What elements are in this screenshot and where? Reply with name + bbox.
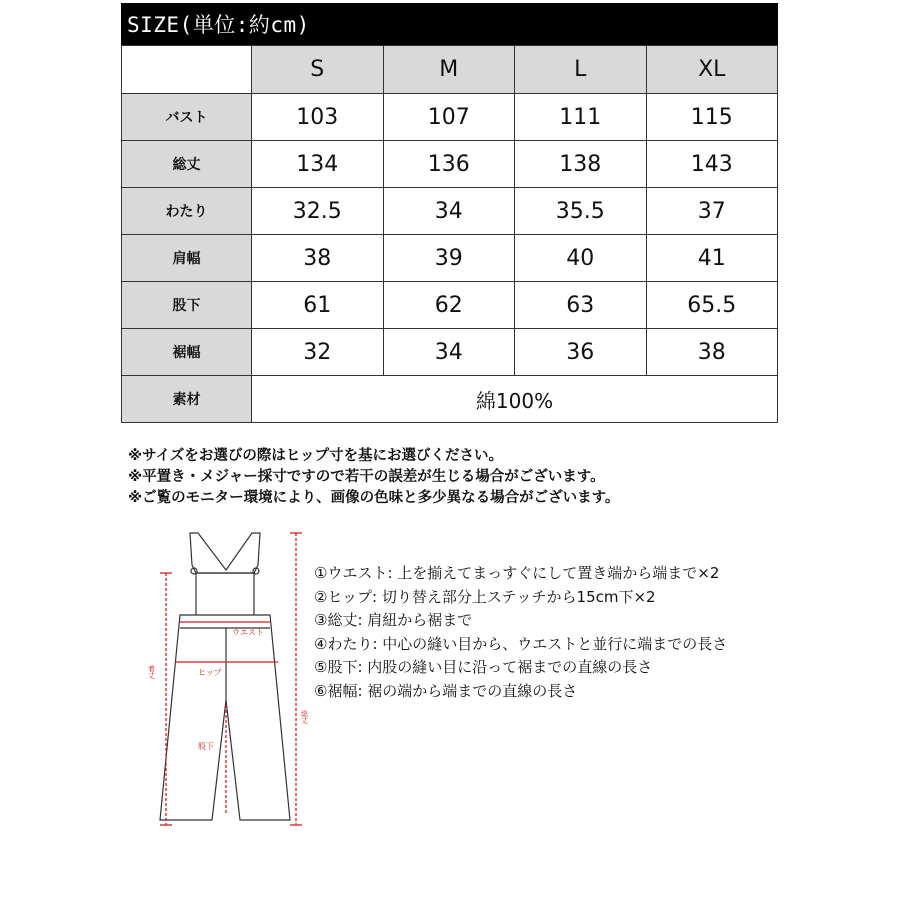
size-header-xl: XL	[646, 46, 778, 94]
table-row	[122, 94, 778, 141]
row-label: 素材	[122, 376, 252, 423]
note-line: ※ご覧のモニター環境により、画像の色味と多少異なる場合がございます。	[128, 490, 620, 506]
size-table	[121, 45, 778, 423]
row-label: 裾幅	[122, 329, 252, 376]
legend-item: ③総丈: 肩紐から裾まで	[314, 611, 473, 629]
table-cell: 143	[646, 141, 778, 188]
legend-item: ⑤股下: 内股の縫い目に沿って裾までの直線の長さ	[314, 658, 653, 676]
table-cell: 39	[383, 235, 515, 282]
legend-item: ②ヒップ: 切り替え部分上ステッチから15cm下×2	[314, 587, 656, 606]
row-label: 総丈	[122, 141, 252, 188]
size-header-l: L	[515, 46, 647, 94]
row-label: わたり	[122, 188, 252, 235]
legend-item: ⑥裾幅: 裾の端から端までの直線の長さ	[314, 681, 578, 700]
table-cell: 35.5	[515, 188, 647, 235]
notes	[128, 446, 619, 509]
table-cell: 38	[252, 235, 384, 282]
waist-label: ウエスト	[232, 628, 264, 637]
table-cell: 34	[383, 188, 515, 235]
table-cell: 103	[252, 94, 384, 141]
table-cell: 136	[383, 141, 515, 188]
row-label: 肩幅	[122, 235, 252, 282]
length-label-right: 総丈	[300, 710, 308, 724]
table-cell: 63	[515, 282, 647, 329]
table-cell: 41	[646, 235, 778, 282]
table-cell: 65.5	[646, 282, 778, 329]
table-cell: 62	[383, 282, 515, 329]
table-cell: 134	[252, 141, 384, 188]
legend-item: ①ウエスト: 上を揃えてまっすぐにして置き端から端まで×2	[314, 564, 720, 582]
table-cell: 61	[252, 282, 384, 329]
material-row	[122, 376, 778, 423]
table-row	[122, 188, 778, 235]
table-corner-cell	[122, 46, 252, 94]
overalls-diagram	[130, 525, 310, 830]
table-cell: 111	[515, 94, 647, 141]
row-label: バスト	[122, 94, 252, 141]
size-header-s: S	[252, 46, 384, 94]
table-row	[122, 282, 778, 329]
table-cell: 40	[515, 235, 647, 282]
table-cell: 32.5	[252, 188, 384, 235]
size-chart-title: SIZE(単位:約cm)	[121, 3, 778, 45]
size-header-m: M	[383, 46, 515, 94]
note-line: ※サイズをお選びの際はヒップ寸を基にお選びください。	[128, 448, 503, 464]
table-cell: 36	[515, 329, 647, 376]
table-row	[122, 141, 778, 188]
table-cell: 115	[646, 94, 778, 141]
table-header-row	[122, 46, 778, 94]
hip-label: ヒップ	[198, 668, 222, 677]
table-cell: 32	[252, 329, 384, 376]
inseam-label: 股下	[198, 742, 214, 751]
length-label-left: 着丈	[147, 665, 155, 679]
measurement-legend	[314, 562, 727, 703]
table-cell: 37	[646, 188, 778, 235]
table-row	[122, 235, 778, 282]
table-cell: 138	[515, 141, 647, 188]
note-line: ※平置き・メジャー採寸ですので若干の誤差が生じる場合がございます。	[128, 469, 605, 485]
table-row	[122, 329, 778, 376]
table-cell: 38	[646, 329, 778, 376]
legend-item: ④わたり: 中心の縫い目から、ウエストと並行に端までの長さ	[314, 634, 728, 653]
material-value: 綿100%	[252, 376, 778, 423]
table-cell: 34	[383, 329, 515, 376]
table-cell: 107	[383, 94, 515, 141]
row-label: 股下	[122, 282, 252, 329]
